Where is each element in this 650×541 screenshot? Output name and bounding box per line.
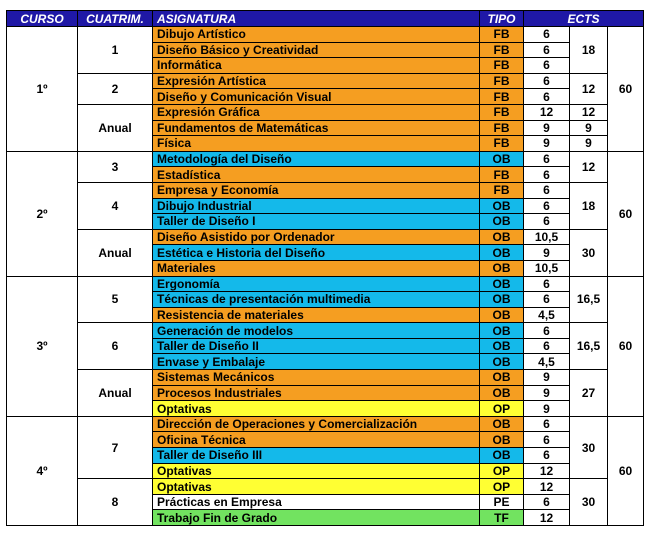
tipo-code: OB [480, 276, 524, 292]
subject-ects: 6 [524, 432, 570, 448]
tipo-code: FB [480, 120, 524, 136]
cuatrimestre-label: 6 [78, 323, 153, 370]
tipo-code: OB [480, 214, 524, 230]
group-ects: 27 [570, 370, 608, 417]
tipo-code: OB [480, 370, 524, 386]
subject-row [7, 151, 644, 167]
tipo-code: OP [480, 401, 524, 417]
asignatura-name: Trabajo Fin de Grado [153, 510, 480, 526]
curso-label: 4º [7, 416, 78, 525]
subject-ects: 10,5 [524, 229, 570, 245]
subject-ects: 6 [524, 198, 570, 214]
subject-ects: 12 [524, 479, 570, 495]
year-total-ects: 60 [608, 416, 644, 525]
subject-ects: 6 [524, 58, 570, 74]
tipo-code: TF [480, 510, 524, 526]
cuatrimestre-label: 8 [78, 479, 153, 526]
tipo-code: FB [480, 136, 524, 152]
tipo-code: OB [480, 292, 524, 308]
subject-row [7, 479, 644, 495]
tipo-code: FB [480, 27, 524, 43]
header-curso: CURSO [7, 11, 78, 27]
tipo-code: OB [480, 354, 524, 370]
tipo-code: FB [480, 58, 524, 74]
asignatura-name: Optativas [153, 401, 480, 417]
asignatura-name: Generación de modelos [153, 323, 480, 339]
asignatura-name: Taller de Diseño I [153, 214, 480, 230]
tipo-code: OB [480, 338, 524, 354]
group-ects: 30 [570, 479, 608, 526]
subject-ects: 6 [524, 151, 570, 167]
tipo-code: OB [480, 432, 524, 448]
subject-ects: 6 [524, 416, 570, 432]
asignatura-name: Sistemas Mecánicos [153, 370, 480, 386]
subject-ects: 6 [524, 323, 570, 339]
group-ects: 16,5 [570, 276, 608, 323]
subject-ects: 6 [524, 27, 570, 43]
header-cuatrim: CUATRIM. [78, 11, 153, 27]
tipo-code: OB [480, 323, 524, 339]
subject-ects: 6 [524, 214, 570, 230]
subject-ects: 4,5 [524, 307, 570, 323]
subject-ects: 6 [524, 182, 570, 198]
group-ects: 9 [570, 136, 608, 152]
tipo-code: OP [480, 479, 524, 495]
subject-row [7, 182, 644, 198]
tipo-code: FB [480, 167, 524, 183]
subject-row [7, 73, 644, 89]
subject-row [7, 370, 644, 386]
asignatura-name: Ergonomía [153, 276, 480, 292]
asignatura-name: Física [153, 136, 480, 152]
subject-row [7, 323, 644, 339]
tipo-code: FB [480, 89, 524, 105]
subject-ects: 6 [524, 42, 570, 58]
group-ects: 16,5 [570, 323, 608, 370]
asignatura-name: Optativas [153, 479, 480, 495]
header-asignatura: ASIGNATURA [153, 11, 480, 27]
header-tipo: TIPO [480, 11, 524, 27]
asignatura-name: Empresa y Economía [153, 182, 480, 198]
curso-label: 2º [7, 151, 78, 276]
asignatura-name: Estadística [153, 167, 480, 183]
tipo-code: OB [480, 307, 524, 323]
subject-ects: 6 [524, 338, 570, 354]
tipo-code: OB [480, 229, 524, 245]
asignatura-name: Optativas [153, 463, 480, 479]
asignatura-name: Taller de Diseño II [153, 338, 480, 354]
tipo-code: OB [480, 198, 524, 214]
asignatura-name: Resistencia de materiales [153, 307, 480, 323]
subject-ects: 12 [524, 104, 570, 120]
curriculum-body [7, 27, 644, 526]
asignatura-name: Dibujo Industrial [153, 198, 480, 214]
cuatrimestre-label: 1 [78, 27, 153, 74]
subject-ects: 9 [524, 370, 570, 386]
subject-ects: 6 [524, 292, 570, 308]
subject-ects: 9 [524, 136, 570, 152]
asignatura-name: Metodología del Diseño [153, 151, 480, 167]
asignatura-name: Prácticas en Empresa [153, 494, 480, 510]
cuatrimestre-label: 4 [78, 182, 153, 229]
asignatura-name: Expresión Artística [153, 73, 480, 89]
subject-ects: 10,5 [524, 260, 570, 276]
asignatura-name: Fundamentos de Matemáticas [153, 120, 480, 136]
cuatrimestre-label: 3 [78, 151, 153, 182]
group-ects: 12 [570, 151, 608, 182]
subject-ects: 12 [524, 463, 570, 479]
cuatrimestre-label: 5 [78, 276, 153, 323]
year-total-ects: 60 [608, 151, 644, 276]
subject-ects: 9 [524, 245, 570, 261]
curso-label: 3º [7, 276, 78, 416]
year-total-ects: 60 [608, 276, 644, 416]
tipo-code: FB [480, 104, 524, 120]
subject-ects: 9 [524, 385, 570, 401]
cuatrimestre-label: Anual [78, 104, 153, 151]
subject-row [7, 416, 644, 432]
subject-ects: 6 [524, 276, 570, 292]
asignatura-name: Diseño y Comunicación Visual [153, 89, 480, 105]
subject-ects: 6 [524, 89, 570, 105]
tipo-code: PE [480, 494, 524, 510]
cuatrimestre-label: 7 [78, 416, 153, 478]
asignatura-name: Estética e Historia del Diseño [153, 245, 480, 261]
tipo-code: OB [480, 151, 524, 167]
asignatura-name: Dirección de Operaciones y Comercialización [153, 416, 480, 432]
subject-ects: 6 [524, 494, 570, 510]
curso-label: 1º [7, 27, 78, 152]
subject-ects: 12 [524, 510, 570, 526]
tipo-code: OB [480, 448, 524, 464]
subject-row [7, 229, 644, 245]
tipo-code: FB [480, 182, 524, 198]
curriculum-table [6, 10, 644, 526]
subject-row [7, 104, 644, 120]
cuatrimestre-label: 2 [78, 73, 153, 104]
asignatura-name: Expresión Gráfica [153, 104, 480, 120]
tipo-code: FB [480, 73, 524, 89]
tipo-code: OB [480, 245, 524, 261]
group-ects: 30 [570, 229, 608, 276]
asignatura-name: Diseño Básico y Creatividad [153, 42, 480, 58]
group-ects: 30 [570, 416, 608, 478]
header-row [7, 11, 644, 27]
group-ects: 18 [570, 182, 608, 229]
tipo-code: OB [480, 416, 524, 432]
header-ects: ECTS [524, 11, 644, 27]
subject-ects: 9 [524, 120, 570, 136]
asignatura-name: Procesos Industriales [153, 385, 480, 401]
subject-ects: 9 [524, 401, 570, 417]
tipo-code: OB [480, 260, 524, 276]
cuatrimestre-label: Anual [78, 229, 153, 276]
asignatura-name: Técnicas de presentación multimedia [153, 292, 480, 308]
tipo-code: FB [480, 42, 524, 58]
asignatura-name: Oficina Técnica [153, 432, 480, 448]
group-ects: 12 [570, 104, 608, 120]
subject-ects: 6 [524, 448, 570, 464]
subject-row [7, 276, 644, 292]
asignatura-name: Diseño Asistido por Ordenador [153, 229, 480, 245]
asignatura-name: Materiales [153, 260, 480, 276]
subject-ects: 6 [524, 73, 570, 89]
asignatura-name: Taller de Diseño III [153, 448, 480, 464]
cuatrimestre-label: Anual [78, 370, 153, 417]
asignatura-name: Envase y Embalaje [153, 354, 480, 370]
tipo-code: OB [480, 385, 524, 401]
subject-ects: 6 [524, 167, 570, 183]
group-ects: 9 [570, 120, 608, 136]
asignatura-name: Informática [153, 58, 480, 74]
subject-row [7, 27, 644, 43]
asignatura-name: Dibujo Artístico [153, 27, 480, 43]
group-ects: 18 [570, 27, 608, 74]
tipo-code: OP [480, 463, 524, 479]
group-ects: 12 [570, 73, 608, 104]
year-total-ects: 60 [608, 27, 644, 152]
subject-ects: 4,5 [524, 354, 570, 370]
